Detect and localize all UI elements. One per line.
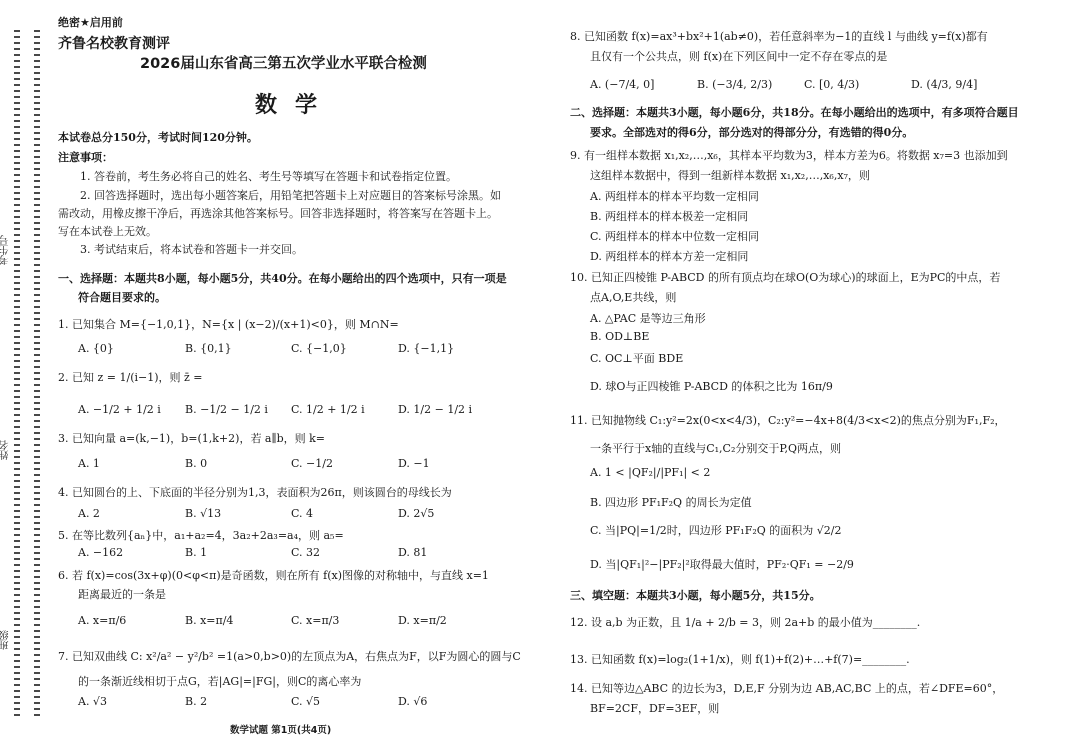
notes-heading: 注意事项：	[58, 151, 113, 164]
q3-stem: 3. 已知向量 a=(k,−1)，b=(1,k+2)，若 a∥b，则 k=	[58, 432, 325, 445]
binding-strip	[14, 26, 40, 716]
score-summary: 本试卷总分150分，考试时间120分钟。	[58, 131, 258, 144]
q14-stem-2: BF=2CF，DF=3EF，则	[590, 702, 720, 715]
q12-stem: 12. 设 a,b 为正数，且 1/a + 2/b = 3，则 2a+b 的最小值为________.	[570, 616, 921, 629]
q1-option-b: B. {0,1}	[185, 342, 232, 355]
q7-stem-2: 的一条渐近线相切于点G，若|AG|=|FG|，则C的离心率为	[78, 675, 362, 688]
q9-option-a: A. 两组样本的样本平均数一定相同	[590, 190, 759, 203]
q13-stem: 13. 已知函数 f(x)=log₂(1+1/x)，则 f(1)+f(2)+…+f(7)=________.	[570, 653, 910, 666]
confidential-seal: 绝密★启用前	[58, 16, 123, 29]
candidate-no-label: 考生号	[0, 235, 11, 265]
q3-option-c: C. −1/2	[291, 457, 333, 470]
note-1: 1. 答卷前，考生务必将自己的姓名、考生号等填写在答题卡和试卷指定位置。	[80, 170, 457, 183]
section3-heading: 三、填空题：本题共3小题，每小题5分，共15分。	[570, 589, 821, 602]
q4-stem: 4. 已知圆台的上、下底面的半径分别为1,3，表面积为26π，则该圆台的母线长为	[58, 486, 452, 499]
note-2a: 2. 回答选择题时，选出每小题答案后，用铅笔把答题卡上对应题目的答案标号涂黑。如	[80, 189, 501, 202]
q10-stem-2: 点A,O,E共线，则	[590, 291, 677, 304]
class-label: 班级	[0, 630, 11, 650]
q1-stem: 1. 已知集合 M={−1,0,1}，N={x | (x−2)/(x+1)<0}，则 M∩N=	[58, 318, 399, 331]
q10-option-d: D. 球O与正四棱锥 P-ABCD 的体积之比为 16π/9	[590, 380, 833, 393]
q1-option-c: C. {−1,0}	[291, 342, 347, 355]
q5-option-d: D. 81	[398, 546, 428, 559]
q7-option-b: B. 2	[185, 695, 208, 708]
q7-option-d: D. √6	[398, 695, 428, 708]
q11-stem: 11. 已知抛物线 C₁:y²=2x(0<x<4/3)，C₂:y²=−4x+8(4/3<x<2)的焦点分别为F₁,F₂，	[570, 414, 1006, 427]
section1-heading-2: 符合题目要求的。	[78, 291, 166, 304]
q10-stem: 10. 已知正四棱锥 P-ABCD 的所有顶点均在球O(O为球心)的球面上，E为PC的中点，若	[570, 271, 1001, 284]
q8-stem: 8. 已知函数 f(x)=ax³+bx²+1(ab≠0)，若任意斜率为−1的直线 l 与曲线 y=f(x)都有	[570, 30, 988, 43]
q4-option-d: D. 2√5	[398, 507, 435, 520]
q11-option-c: C. 当|PQ|=1/2时，四边形 PF₁F₂Q 的面积为 √2/2	[590, 524, 842, 537]
q5-option-b: B. 1	[185, 546, 208, 559]
q14-stem: 14. 已知等边△ABC 的边长为3，D,E,F 分别为边 AB,AC,BC 上的点，若∠DFE=60°，	[570, 682, 1004, 695]
note-2b: 需改动，用橡皮擦干净后，再选涂其他答案标号。回答非选择题时，将答案写在答题卡上。	[58, 207, 498, 220]
q5-option-c: C. 32	[291, 546, 321, 559]
q3-option-d: D. −1	[398, 457, 430, 470]
q1-option-a: A. {0}	[78, 342, 114, 355]
q3-option-a: A. 1	[78, 457, 100, 470]
q1-option-d: D. {−1,1}	[398, 342, 455, 355]
q9-option-d: D. 两组样本的样本方差一定相同	[590, 250, 749, 263]
name-label: 姓名	[0, 440, 11, 460]
note-3: 3. 考试结束后，将本试卷和答题卡一并交回。	[80, 243, 303, 256]
section1-heading: 一、选择题：本题共8小题，每小题5分，共40分。在每小题给出的四个选项中，只有一项是	[58, 272, 507, 285]
q11-option-b: B. 四边形 PF₁F₂Q 的周长为定值	[590, 496, 752, 509]
q4-option-c: C. 4	[291, 507, 314, 520]
q8-stem-2: 且仅有一个公共点，则 f(x)在下列区间中一定不存在零点的是	[590, 50, 888, 63]
q11-stem-2: 一条平行于x轴的直线与C₁,C₂分别交于P,Q两点，则	[590, 442, 842, 455]
q2-stem: 2. 已知 z = 1/(i−1)，则 z̄ =	[58, 371, 203, 384]
q2-option-d: D. 1/2 − 1/2 i	[398, 403, 473, 416]
section2-heading: 二、选择题：本题共3小题，每小题6分，共18分。在每小题给出的选项中，有多项符合题目	[570, 106, 1019, 119]
note-2c: 写在本试卷上无效。	[58, 225, 157, 238]
q8-option-b: B. (−3/4, 2/3)	[697, 78, 773, 91]
q8-option-d: D. (4/3, 9/4]	[911, 78, 978, 91]
q10-option-a: A. △PAC 是等边三角形	[590, 312, 706, 325]
q5-option-a: A. −162	[78, 546, 124, 559]
exam-title: 2026届山东省高三第五次学业水平联合检测	[140, 56, 427, 72]
q9-option-b: B. 两组样本的样本极差一定相同	[590, 210, 749, 223]
q11-option-d: D. 当|QF₁|²−|PF₂|²取得最大值时，PF₂·QF₁ = −2/9	[590, 558, 854, 571]
q6-option-c: C. x=π/3	[291, 614, 340, 627]
q7-option-a: A. √3	[78, 695, 107, 708]
q11-option-a: A. 1 < |QF₂|/|PF₁| < 2	[590, 466, 711, 479]
section2-heading-2: 要求。全部选对的得6分，部分选对的得部分分，有选错的得0分。	[590, 126, 914, 139]
q10-option-b: B. OD⊥BE	[590, 330, 650, 343]
q9-option-c: C. 两组样本的样本中位数一定相同	[590, 230, 760, 243]
q7-stem: 7. 已知双曲线 C: x²/a² − y²/b² =1(a>0,b>0)的左顶点为A，右焦点为F，以F为圆心的圆与C	[58, 650, 521, 663]
q2-option-a: A. −1/2 + 1/2 i	[78, 403, 161, 416]
q2-option-b: B. −1/2 − 1/2 i	[185, 403, 268, 416]
q8-option-c: C. [0, 4/3)	[804, 78, 860, 91]
q6-option-b: B. x=π/4	[185, 614, 234, 627]
q4-option-a: A. 2	[78, 507, 100, 520]
q8-option-a: A. (−7/4, 0]	[590, 78, 655, 91]
q6-stem-2: 距离最近的一条是	[78, 588, 166, 601]
q9-stem: 9. 有一组样本数据 x₁,x₂,…,x₆，其样本平均数为3，样本方差为6。将数据 x₇=3 也添加到	[570, 149, 1008, 162]
q6-stem: 6. 若 f(x)=cos(3x+φ)(0<φ<π)是奇函数，则在所有 f(x)图像的对称轴中，与直线 x=1	[58, 569, 489, 582]
q4-option-b: B. √13	[185, 507, 222, 520]
q6-option-a: A. x=π/6	[78, 614, 127, 627]
organization: 齐鲁名校教育测评	[58, 36, 170, 52]
subject-title: 数学	[255, 93, 336, 118]
q9-stem-2: 这组样本数据中，得到一组新样本数据 x₁,x₂,…,x₆,x₇，则	[590, 169, 870, 182]
q10-option-c: C. OC⊥平面 BDE	[590, 352, 684, 365]
page-footer: 数学试题 第1页(共4页)	[230, 725, 332, 736]
q5-stem: 5. 在等比数列{aₙ}中，a₁+a₂=4，3a₂+2a₃=a₄，则 a₅=	[58, 529, 344, 542]
q3-option-b: B. 0	[185, 457, 208, 470]
q2-option-c: C. 1/2 + 1/2 i	[291, 403, 365, 416]
q7-option-c: C. √5	[291, 695, 321, 708]
q6-option-d: D. x=π/2	[398, 614, 447, 627]
